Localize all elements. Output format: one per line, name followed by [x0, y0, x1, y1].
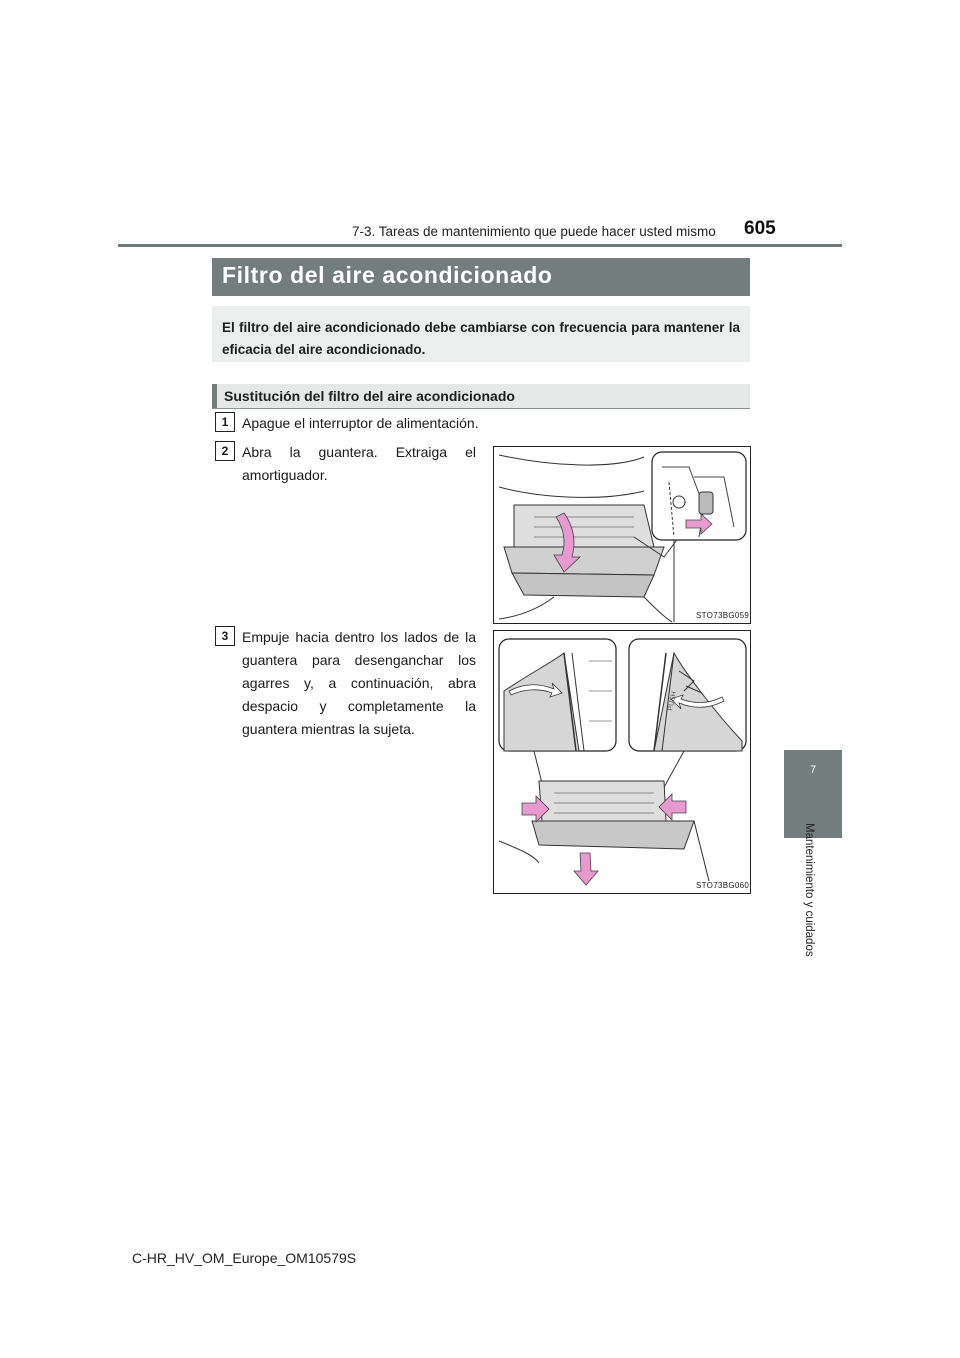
page-title-bar	[212, 258, 750, 296]
glovebox-release-illustration	[494, 631, 750, 893]
page-title: Filtro del aire acondicionado	[222, 262, 553, 288]
chapter-title: Mantenimiento y cuidados	[803, 823, 815, 957]
callout-label: PUSH	[667, 690, 679, 712]
section-path: 7-3. Tareas de mantenimiento que puede hacer usted mismo	[352, 224, 716, 239]
left-zoom-callout	[499, 639, 616, 751]
figure-1-code: STO73BG059	[696, 611, 750, 620]
figure-glovebox-damper	[493, 446, 751, 624]
step-2-number: 2	[215, 441, 235, 461]
step-3-number: 3	[215, 626, 235, 646]
page-number: 605	[744, 218, 776, 239]
figure-2-code: STO73BG060	[696, 881, 750, 890]
glovebox-damper-illustration	[494, 447, 750, 623]
header-rule	[118, 244, 842, 247]
subsection-marker	[212, 384, 217, 408]
intro-text: El filtro del aire acondicionado debe cambiarse con frecuencia para mantener la eficacia del aire acondicionado.	[222, 320, 740, 357]
subsection-title: Sustitución del filtro del aire acondicionado	[224, 388, 515, 404]
step-2-text: Abra la guantera. Extraiga el amortiguador.	[242, 444, 476, 483]
intro-box	[212, 306, 750, 362]
document-id: C-HR_HV_OM_Europe_OM10579S	[132, 1250, 357, 1266]
figure-glovebox-release	[493, 630, 751, 894]
right-zoom-callout	[629, 639, 746, 751]
chapter-number: 7	[809, 764, 817, 776]
step-3-text: Empuje hacia dentro los lados de la guantera para desenganchar los agarres y, a continuación, abra despacio y completamente la guantera mientras la sujeta.	[242, 629, 476, 737]
step-1-number: 1	[215, 412, 235, 432]
open-down-arrow-icon	[574, 853, 598, 885]
step-1-text: Apague el interruptor de alimentación.	[242, 415, 479, 431]
subsection-heading	[212, 384, 750, 409]
